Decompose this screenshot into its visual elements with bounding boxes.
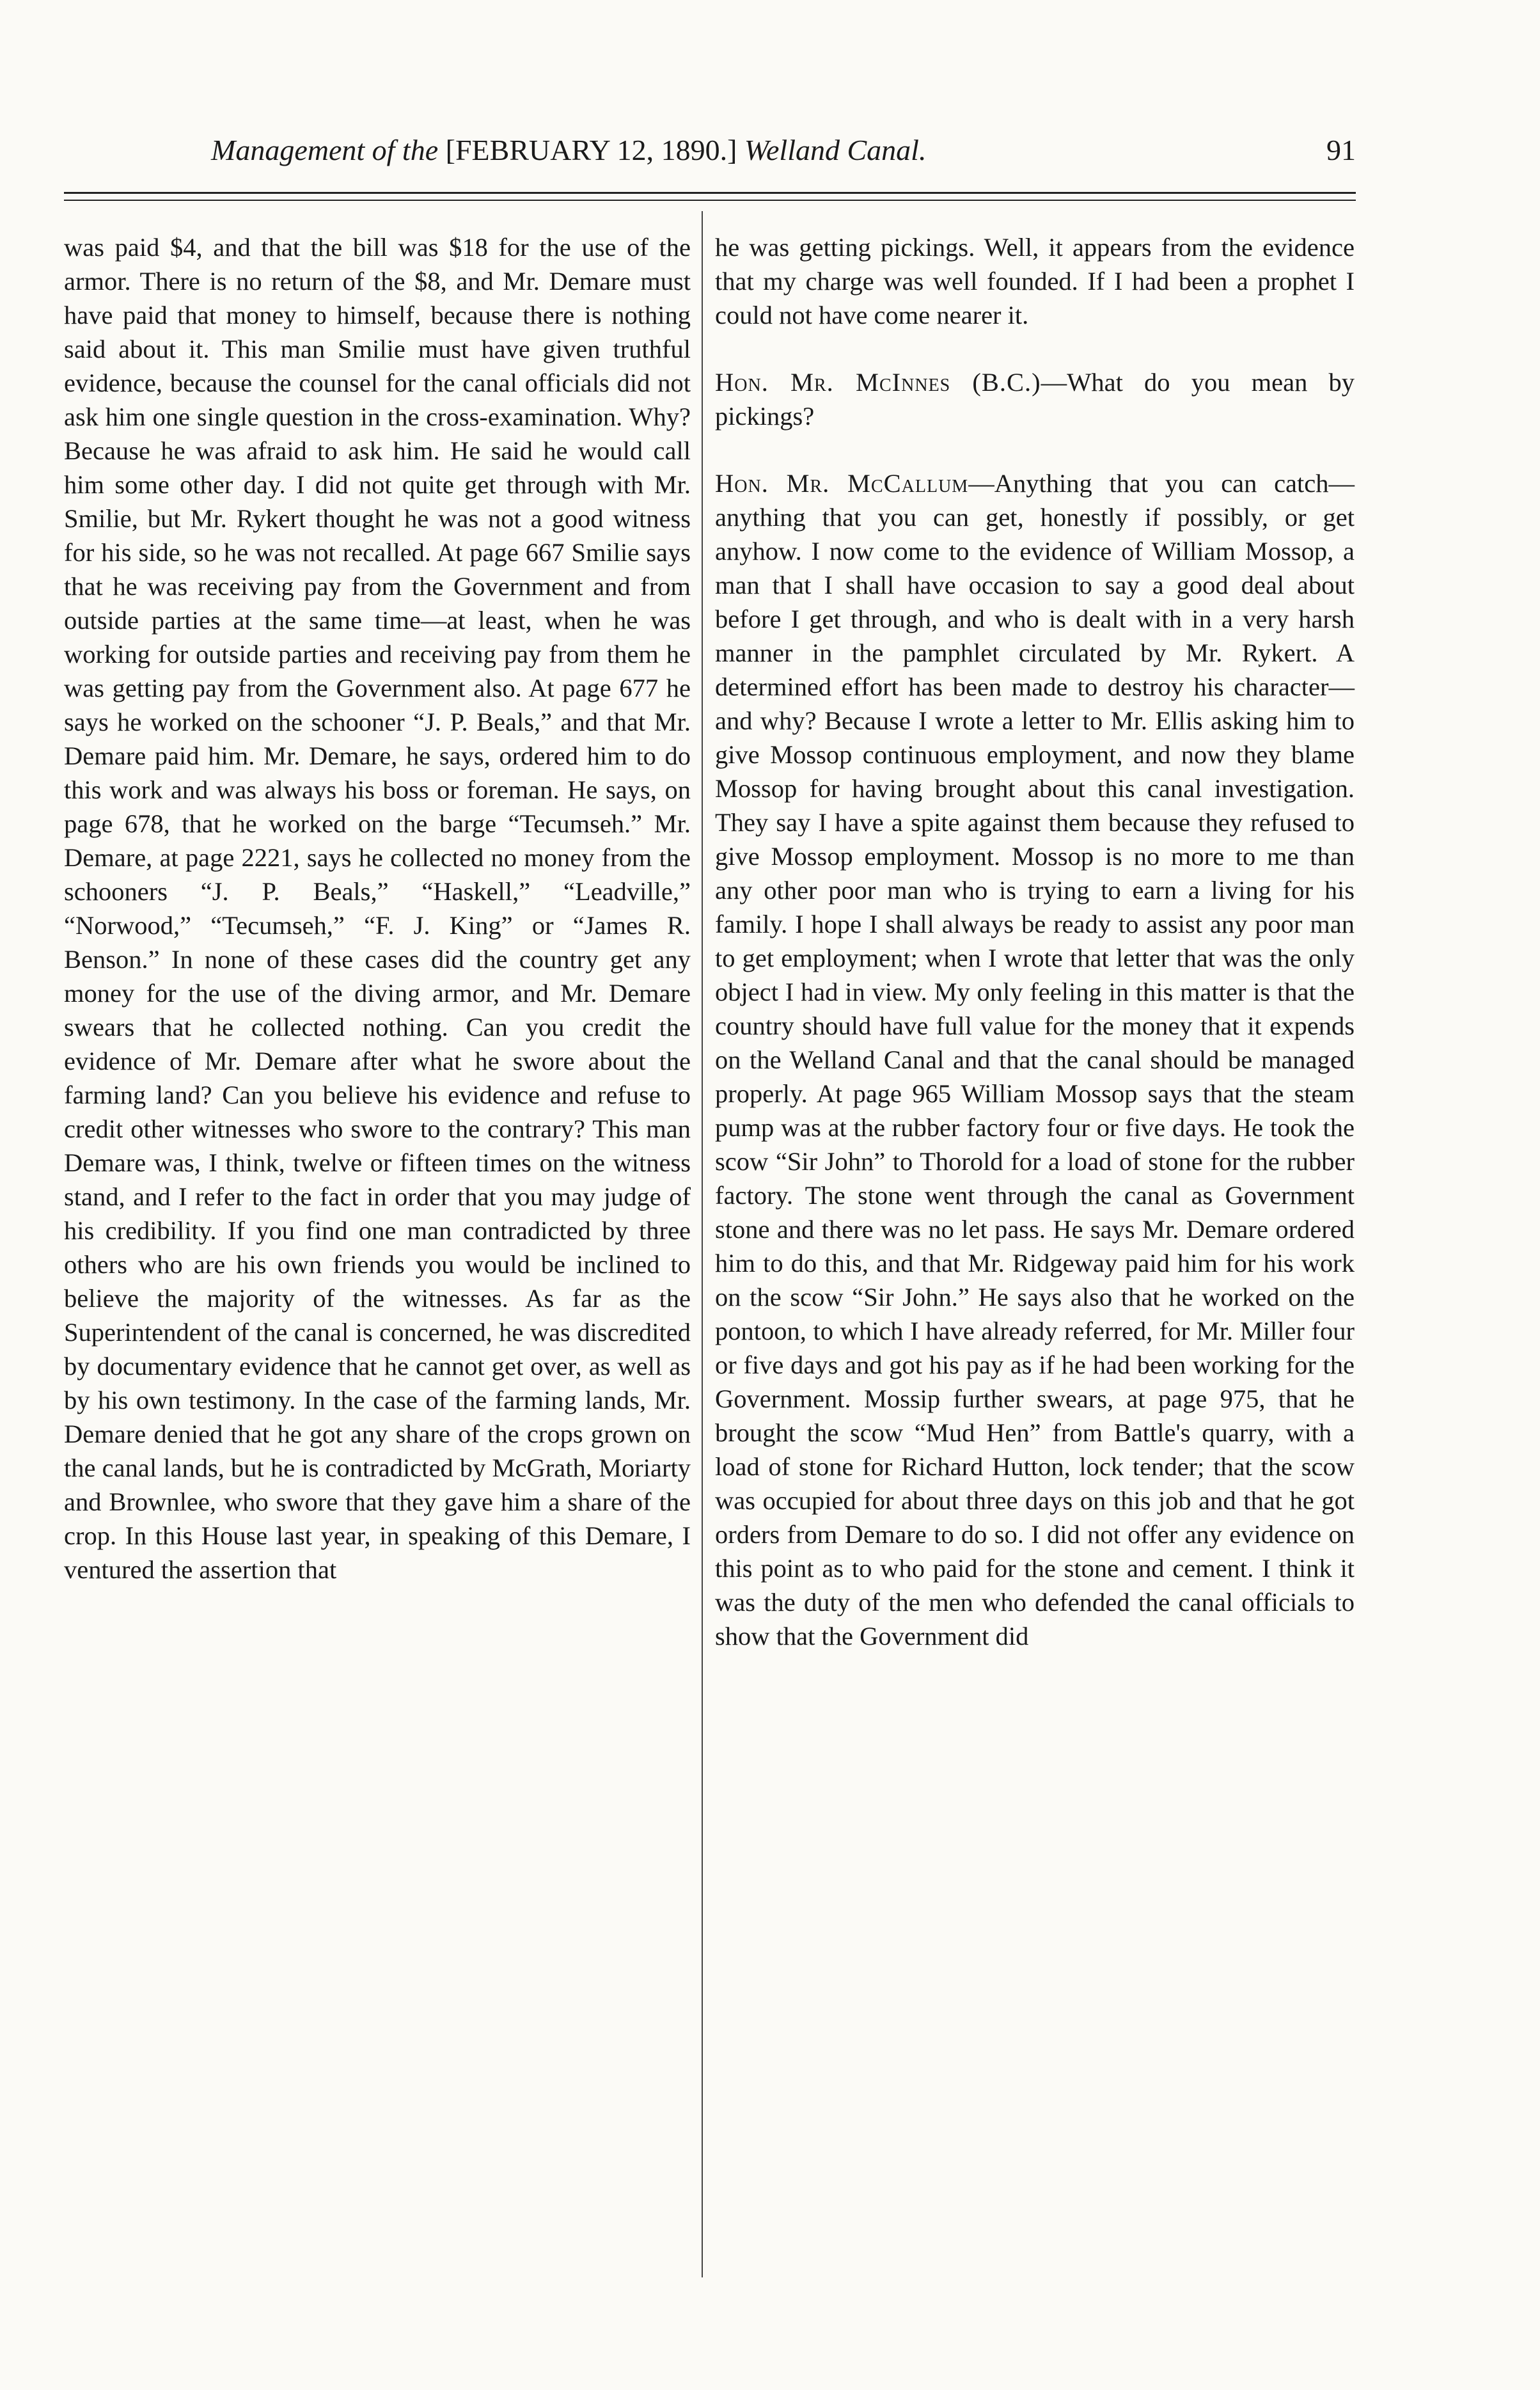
page-header: [211, 122, 1356, 179]
page-number: 91: [1326, 134, 1356, 166]
answer-speaker: Hon. Mr. McCallum: [715, 469, 969, 498]
answer-paragraph: [715, 466, 1355, 1653]
column-divider: [702, 211, 703, 2277]
question-speaker: Hon. Mr. McInnes (B.C.): [715, 368, 1041, 397]
left-column: [64, 230, 691, 2303]
running-title-left: Management of the: [211, 134, 439, 166]
running-title-right: Welland Canal.: [744, 134, 927, 166]
question-paragraph: [715, 365, 1355, 433]
left-column-text: was paid $4, and that the bill was $18 for the use of the armor. There is no return of the $8, and Mr. Demare must have paid that money to himself, because there is nothing said about it. This man Smilie must have given truthful evidence, because the counsel for the canal officials did not ask him one single question in the cross-examination. Why? Because he was afraid to ask him. He said he would call him some other day. I did not quite get through with Mr. Smilie, but Mr. Rykert thought he was not a good witness for his side, so he was not recalled. At page 667 Smilie says that he was receiving pay from the Government and from outside parties at the same time—at least, when he was working for outside parties and receiving pay from them he was getting pay from the Government also. At page 677 he says he worked on the schooner “J. P. Beals,” and that Mr. Demare paid him. Mr. Demare, he says, ordered him to do this work and was always his boss or foreman. He says, on page 678, that he worked on the barge “Tecumseh.” Mr. Demare, at page 2221, says he collected no money from the schooners “J. P. Beals,” “Haskell,” “Leadville,” “Norwood,” “Tecumseh,” “F. J. King” or “James R. Benson.” In none of these cases did the country get any money for the use of the diving armor, and Mr. Demare swears that he collected nothing. Can you credit the evidence of Mr. Demare after what he swore about the farming land? Can you believe his evidence and refuse to credit other witnesses who swore to the contrary? This man Demare was, I think, twelve or fifteen times on the witness stand, and I refer to the fact in order that you may judge of his credibility. If you find one man contradicted by three others who are his own friends you would be inclined to believe the majority of the witnesses. As far as the Superintendent of the canal is concerned, he was discredited by documentary evidence that he cannot get over, as well as by his own testimony. In the case of the farming lands, Mr. Demare denied that he got any share of the crops grown on the canal lands, but he is contradicted by McGrath, Moriarty and Brownlee, who swore that they gave him a share of the crop. In this House last year, in speaking of this Demare, I ventured the assertion that: [64, 233, 691, 1584]
header-rule-thin: [64, 200, 1356, 201]
answer-text: —Anything that you can catch—anything that you can get, honestly if possibly, or get anyhow. I now come to the evidence of William Mossop, a man that I shall have occasion to say a good deal about before I get through, and who is dealt with in a very harsh manner in the pamphlet circulated by Mr. Rykert. A determined effort has been made to destroy his character—and why? Because I wrote a letter to Mr. Ellis asking him to give Mossop continuous employment, and now they blame Mossop for having brought about this canal investigation. They say I have a spite against them because they refused to give Mossop employment. Mossop is no more to me than any other poor man who is trying to earn a living for his family. I hope I shall always be ready to assist any poor man to get employment; when I wrote that letter that was the only object I had in view. My only feeling in this matter is that the country should have full value for the money that it expends on the Welland Canal and that the canal should be managed properly. At page 965 William Mossop says that the steam pump was at the rubber factory four or five days. He took the scow “Sir John” to Thorold for a load of stone for the rubber factory. The stone went through the canal as Government stone and there was no let pass. He says Mr. Demare ordered him to do this, and that Mr. Ridgeway paid him for his work on the scow “Sir John.” He says also that he worked on the pontoon, to which I have already referred, for Mr. Miller four or five days and got his pay as if he had been working for the Government. Mossip further swears, at page 975, that he brought the scow “Mud Hen” from Battle's quarry, with a load of stone for Richard Hutton, lock tender; that the scow was occupied for about three days on this job and that he got orders from Demare to do so. I did not offer any evidence on this point as to who paid for the stone and cement. I think it was the duty of the men who defended the canal officials to show that the Government did: [715, 469, 1355, 1650]
running-title-date: [FEBRUARY 12, 1890.]: [445, 134, 737, 166]
right-column: [715, 230, 1355, 2303]
running-title: [211, 122, 926, 179]
header-rule: [64, 192, 1356, 194]
right-column-opening: he was getting pickings. Well, it appears from the evidence that my charge was well founded. If I had been a prophet I could not have come nearer it.: [715, 233, 1355, 329]
question-text: —What do you mean by pickings?: [715, 368, 1355, 431]
